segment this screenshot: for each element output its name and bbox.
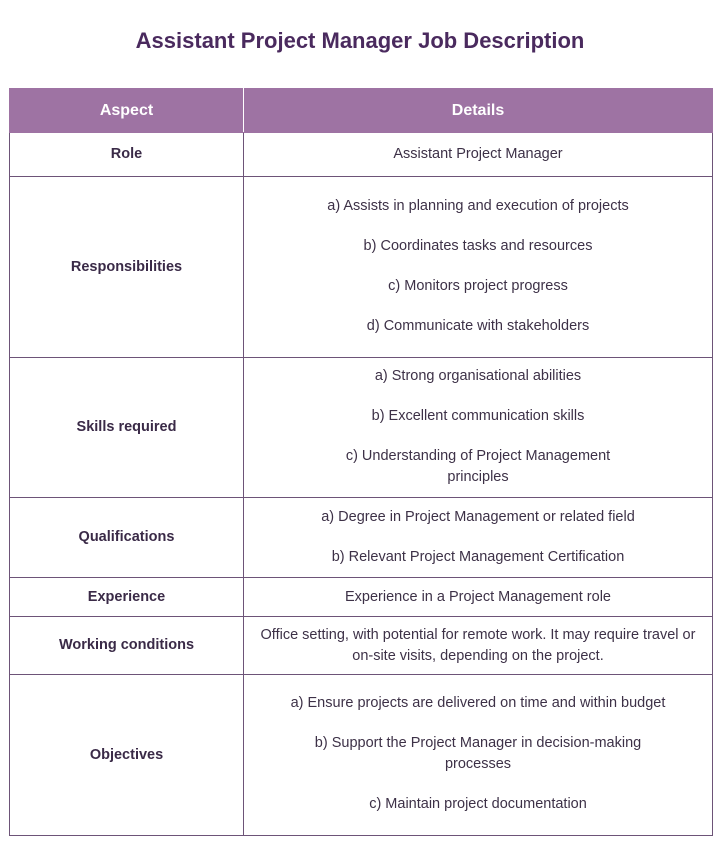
aspect-cell: Experience <box>10 578 244 617</box>
header-details: Details <box>244 89 713 133</box>
table-row-objectives <box>10 675 713 836</box>
aspect-cell: Role <box>10 133 244 177</box>
detail-item: a) Strong organisational abilities <box>374 367 582 384</box>
details-cell <box>244 498 713 578</box>
detail-item: c) Understanding of Project Management principles <box>345 447 611 485</box>
aspect-cell: Qualifications <box>10 498 244 578</box>
aspect-cell: Objectives <box>10 675 244 836</box>
detail-text: Assistant Project Manager <box>393 146 563 162</box>
page-title: Assistant Project Manager Job Description <box>135 28 585 53</box>
details-cell <box>244 675 713 836</box>
details-cell <box>244 133 713 177</box>
table-row-responsibilities <box>10 177 713 358</box>
details-cell <box>244 578 713 617</box>
detail-text: Experience in a Project Management role <box>345 588 611 605</box>
table-row-qualifications <box>10 498 713 578</box>
aspect-cell: Working conditions <box>10 617 244 675</box>
detail-text: Office setting, with potential for remote work. It may require travel or on-site visits, depending on the project. <box>260 626 696 664</box>
detail-item: b) Support the Project Manager in decision-making processes <box>314 735 642 772</box>
details-cell <box>244 177 713 358</box>
table-row-role <box>10 133 713 177</box>
aspect-cell: Responsibilities <box>10 177 244 358</box>
detail-item: b) Relevant Project Management Certification <box>331 549 625 565</box>
table-header-row <box>10 89 713 133</box>
header-aspect: Aspect <box>10 89 244 133</box>
detail-item: c) Maintain project documentation <box>369 796 587 812</box>
table-row-experience <box>10 578 713 617</box>
detail-item: c) Monitors project progress <box>388 277 568 294</box>
detail-item: a) Assists in planning and execution of projects <box>327 197 629 214</box>
table-row-working-conditions <box>10 617 713 675</box>
detail-item: b) Coordinates tasks and resources <box>363 237 593 254</box>
job-description-table <box>9 88 713 836</box>
details-cell <box>244 617 713 675</box>
detail-item: d) Communicate with stakeholders <box>366 317 590 334</box>
table-row-skills <box>10 358 713 498</box>
detail-item: b) Excellent communication skills <box>371 407 585 424</box>
detail-item: a) Ensure projects are delivered on time and within budget <box>290 695 666 711</box>
detail-item: a) Degree in Project Management or related field <box>321 509 635 525</box>
aspect-cell: Skills required <box>10 358 244 498</box>
details-cell <box>244 358 713 498</box>
